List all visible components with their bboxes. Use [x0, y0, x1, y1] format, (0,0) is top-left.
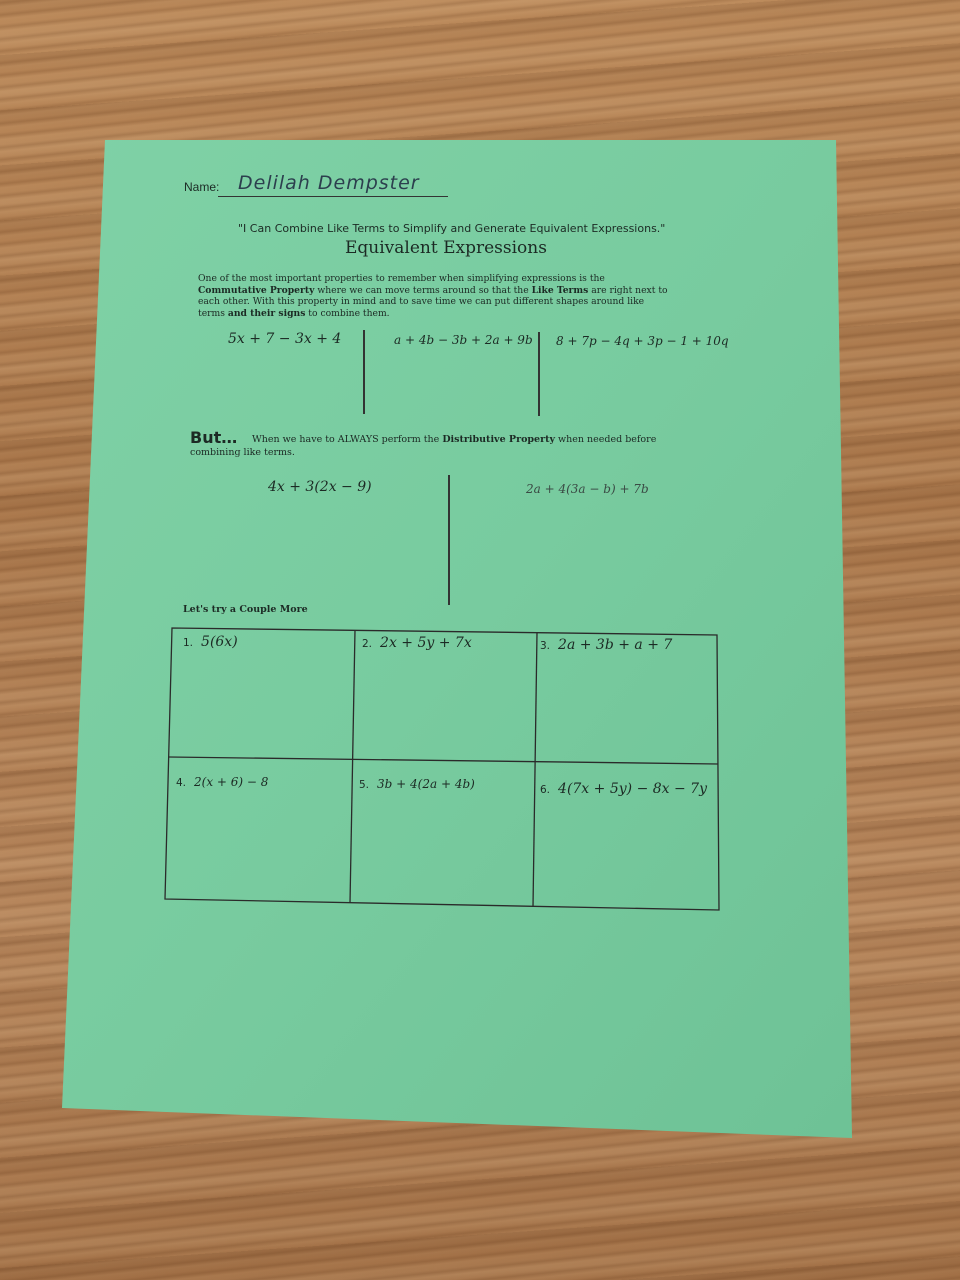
example-expression-2: a + 4b − 3b + 2a + 9b: [394, 333, 533, 347]
but-text-line-1: When we have to ALWAYS perform the Distributive Property when needed before: [252, 434, 657, 445]
distributive-example-1: 4x + 3(2x − 9): [268, 479, 372, 495]
problem-3: 3. 2a + 3b + a + 7: [540, 637, 673, 653]
intro-line-3: each other. With this property in mind and to save time we can put different shapes around like: [198, 296, 645, 307]
intro-line-2: Commutative Property where we can move terms around so that the Like Terms are right next to: [198, 284, 668, 296]
distributive-example-2: 2a + 4(3a − b) + 7b: [526, 482, 649, 496]
but-heading: But…: [190, 428, 238, 447]
divider-line: [538, 332, 540, 416]
example-expression-1: 5x + 7 − 3x + 4: [228, 331, 342, 347]
problem-1: 1. 5(6x): [183, 634, 238, 650]
name-label: Name:: [184, 180, 220, 194]
example-expression-3: 8 + 7p − 4q + 3p − 1 + 10q: [556, 334, 729, 348]
problem-2: 2. 2x + 5y + 7x: [362, 635, 472, 651]
page-title: Equivalent Expressions: [345, 238, 547, 258]
intro-line-1: One of the most important properties to remember when simplifying expressions is the: [198, 273, 605, 284]
problem-6: 6. 4(7x + 5y) − 8x − 7y: [540, 781, 707, 797]
but-text-line-2: combining like terms.: [190, 447, 295, 458]
problem-4: 4. 2(x + 6) − 8: [176, 775, 269, 789]
intro-paragraph: [198, 273, 668, 319]
practice-heading: Let's try a Couple More: [183, 604, 308, 615]
divider-line: [448, 475, 450, 605]
learning-goal: "I Can Combine Like Terms to Simplify and Generate Equivalent Expressions.": [238, 222, 666, 235]
name-underline: [218, 196, 448, 197]
student-name: Delilah Dempster: [238, 172, 420, 194]
divider-line: [363, 330, 365, 414]
intro-line-4: terms and their signs to combine them.: [198, 307, 390, 319]
problem-5: 5. 3b + 4(2a + 4b): [359, 777, 475, 791]
